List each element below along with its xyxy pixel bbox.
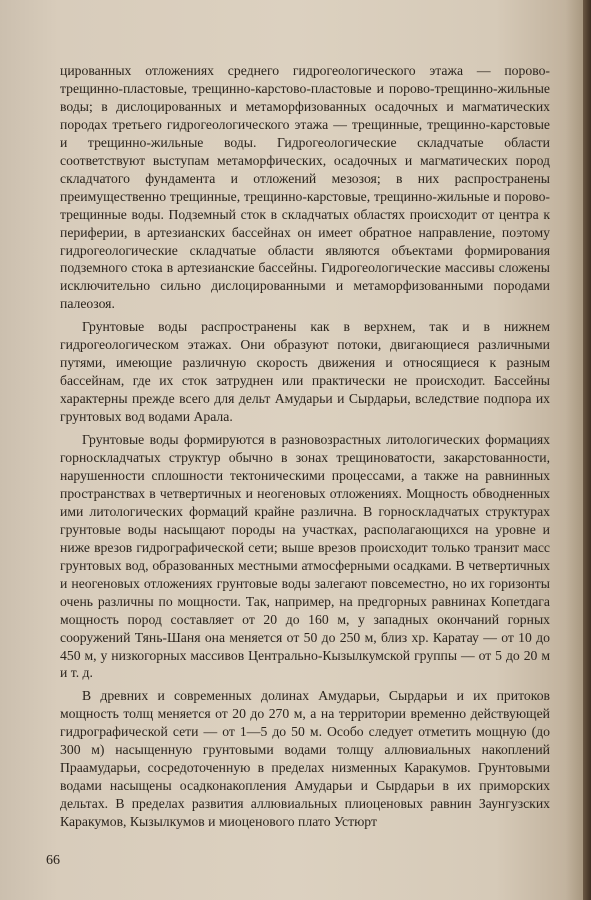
body-text — [60, 62, 550, 831]
book-spine-edge — [583, 0, 591, 900]
paragraph-continued: цированных отложениях среднего гидрогеологического этажа — порово-трещинно-пластовые, трещинно-карстово-пластовые и порово-трещинно-жильные воды; в дислоцированных и метаморфизованных осадочных и магматических породах третьего гидрогеологического этажа — трещинные, трещинно-карстовые и трещинно-жильные воды. Гидрогеологические складчатые области соответствуют выступам метаморфических, осадочных и магматических пород складчатого фундамента и отложений мезозоя; в них распространены преимущественно трещинные, трещинно-карстовые, трещинно-жильные и порово-трещинные воды. Подземный сток в складчатых областях происходит от центра к периферии, в артезианских бассейнах он имеет обратное направление, поэтому гидрогеологические складчатые области являются объектами формирования подземного стока в артезианские бассейны. Гидрогеологические массивы сложены исключительно сильно дислоцированными и метаморфизованными породами палеозоя. — [60, 63, 550, 312]
page-number: 66 — [46, 853, 60, 868]
paragraph-groundwater-formation: Грунтовые воды формируются в разновозрастных литологических формациях горноскладчатых структур обычно в зонах трещиноватости, закарстованности, нарушенности сплошности тектоническими процессами, а также на равнинных пространствах в четвертичных и неогеновых отложениях. Мощность обводненных ими литологических формаций крайне различна. В горноскладчатых структурах грунтовые воды насыщают породы на участках, располагающихся на уровне и ниже врезов гидрографической сети; выше врезов происходит только транзит масс грунтовых вод, образованных местными атмосферными осадками. В четвертичных и неогеновых отложениях грунтовые воды залегают повсеместно, но их горизонты очень различны по мощности. Так, например, на предгорных равнинах Копетдага мощность пород составляет от 20 до 160 м, у западных окончаний горных сооружений Тянь-Шаня она меняется от 50 до 250 м, близ хр. Каратау — от 10 до 450 м, у низкогорных массивов Центрально-Кызылкумской группы — от 5 до 20 м и т. д. — [60, 432, 550, 681]
paragraph-groundwater-distribution: Грунтовые воды распространены как в верхнем, так и в нижнем гидрогеологическом этажах. Они образуют потоки, двигающиеся различными путями, имеющие различную скорость движения и относящиеся к разным бассейнам, где их сток затруднен или практически не происходит. Бассейны характерны прежде всего для дельт Амударьи и Сырдарьи, вследствие подпора их грунтовых вод водами Арала. — [60, 319, 550, 425]
paragraph-river-valleys: В древних и современных долинах Амударьи, Сырдарьи и их притоков мощность толщ меняется от 20 до 270 м, а на территории временно действующей гидрографической сети — от 1—5 до 50 м. Особо следует отметить мощную (до 300 м) насыщенную грунтовыми водами толщу аллювиальных накоплений Праамударьи, сосредоточенную в пределах низменных Каракумов. Грунтовыми водами насыщены осадконакопления Амударьи и Сырдарьи в их приморских дельтах. В пределах развития аллювиальных плиоценовых равнин Заунгузских Каракумов, Кызылкумов и миоценового плато Устюрт — [60, 688, 550, 830]
